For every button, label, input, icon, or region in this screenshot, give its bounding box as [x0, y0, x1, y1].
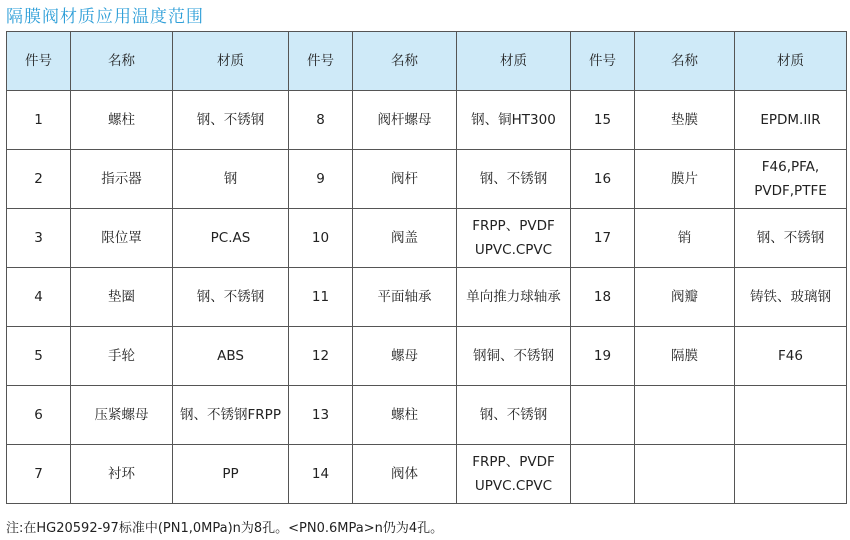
table-cell: EPDM.IIR — [735, 91, 847, 150]
table-cell: 2 — [7, 150, 71, 209]
table-cell: 钢 — [173, 150, 289, 209]
header-part-no: 件号 — [7, 32, 71, 91]
header-material: 材质 — [457, 32, 571, 91]
table-cell: FRPP、PVDF UPVC.CPVC — [457, 209, 571, 268]
table-row — [7, 150, 847, 209]
table-cell: F46 — [735, 327, 847, 386]
table-cell: 压紧螺母 — [71, 386, 173, 445]
table-cell: FRPP、PVDF UPVC.CPVC — [457, 445, 571, 504]
table-cell — [571, 445, 635, 504]
table-cell: 3 — [7, 209, 71, 268]
header-part-no: 件号 — [571, 32, 635, 91]
header-name: 名称 — [71, 32, 173, 91]
table-cell: 钢、不锈钢 — [173, 268, 289, 327]
table-cell: 5 — [7, 327, 71, 386]
table-cell: 17 — [571, 209, 635, 268]
table-cell: 18 — [571, 268, 635, 327]
table-cell: 19 — [571, 327, 635, 386]
table-cell: 阀杆 — [353, 150, 457, 209]
table-cell: 螺柱 — [353, 386, 457, 445]
material-table — [6, 31, 847, 504]
table-cell: 11 — [289, 268, 353, 327]
table-cell: 螺母 — [353, 327, 457, 386]
table-cell — [635, 386, 735, 445]
table-cell: 钢铜、不锈钢 — [457, 327, 571, 386]
table-cell: 限位罩 — [71, 209, 173, 268]
table-row — [7, 445, 847, 504]
table-cell: 15 — [571, 91, 635, 150]
table-row — [7, 327, 847, 386]
table-row — [7, 386, 847, 445]
table-cell: 阀体 — [353, 445, 457, 504]
header-part-no: 件号 — [289, 32, 353, 91]
table-cell: 10 — [289, 209, 353, 268]
table-cell: 钢、铜HT300 — [457, 91, 571, 150]
table-cell: 阀瓣 — [635, 268, 735, 327]
header-material: 材质 — [173, 32, 289, 91]
table-cell: 6 — [7, 386, 71, 445]
table-cell — [571, 386, 635, 445]
table-cell: 7 — [7, 445, 71, 504]
table-cell: 手轮 — [71, 327, 173, 386]
table-row — [7, 209, 847, 268]
table-cell: PC.AS — [173, 209, 289, 268]
header-name: 名称 — [635, 32, 735, 91]
table-cell: 钢、不锈钢 — [457, 386, 571, 445]
table-cell: 16 — [571, 150, 635, 209]
table-cell: 螺柱 — [71, 91, 173, 150]
table-cell: PP — [173, 445, 289, 504]
table-cell: 14 — [289, 445, 353, 504]
table-cell: 平面轴承 — [353, 268, 457, 327]
table-cell: 钢、不锈钢 — [735, 209, 847, 268]
table-cell: 销 — [635, 209, 735, 268]
table-header-row — [7, 32, 847, 91]
table-cell: 垫膜 — [635, 91, 735, 150]
table-cell: 9 — [289, 150, 353, 209]
table-cell — [635, 445, 735, 504]
table-cell: 隔膜 — [635, 327, 735, 386]
table-row — [7, 91, 847, 150]
table-cell: 阀盖 — [353, 209, 457, 268]
table-cell: 垫圈 — [71, 268, 173, 327]
table-cell: 4 — [7, 268, 71, 327]
header-material: 材质 — [735, 32, 847, 91]
table-cell — [735, 386, 847, 445]
table-cell: 12 — [289, 327, 353, 386]
table-cell: 膜片 — [635, 150, 735, 209]
table-cell: 阀杆螺母 — [353, 91, 457, 150]
table-cell — [735, 445, 847, 504]
table-cell: 钢、不锈钢FRPP — [173, 386, 289, 445]
table-cell: 衬环 — [71, 445, 173, 504]
table-cell: 铸铁、玻璃钢 — [735, 268, 847, 327]
table-cell: 单向推力球轴承 — [457, 268, 571, 327]
table-cell: F46,PFA, PVDF,PTFE — [735, 150, 847, 209]
table-cell: 钢、不锈钢 — [173, 91, 289, 150]
footnote: 注:在HG20592-97标准中(PN1,0MPa)n为8孔。<PN0.6MPa>n仍为4孔。 — [6, 521, 444, 536]
page-title: 隔膜阀材质应用温度范围 — [6, 7, 204, 27]
table-cell: 13 — [289, 386, 353, 445]
table-cell: 钢、不锈钢 — [457, 150, 571, 209]
table-cell: ABS — [173, 327, 289, 386]
table-row — [7, 268, 847, 327]
table-cell: 指示器 — [71, 150, 173, 209]
table-cell: 1 — [7, 91, 71, 150]
header-name: 名称 — [353, 32, 457, 91]
table-cell: 8 — [289, 91, 353, 150]
